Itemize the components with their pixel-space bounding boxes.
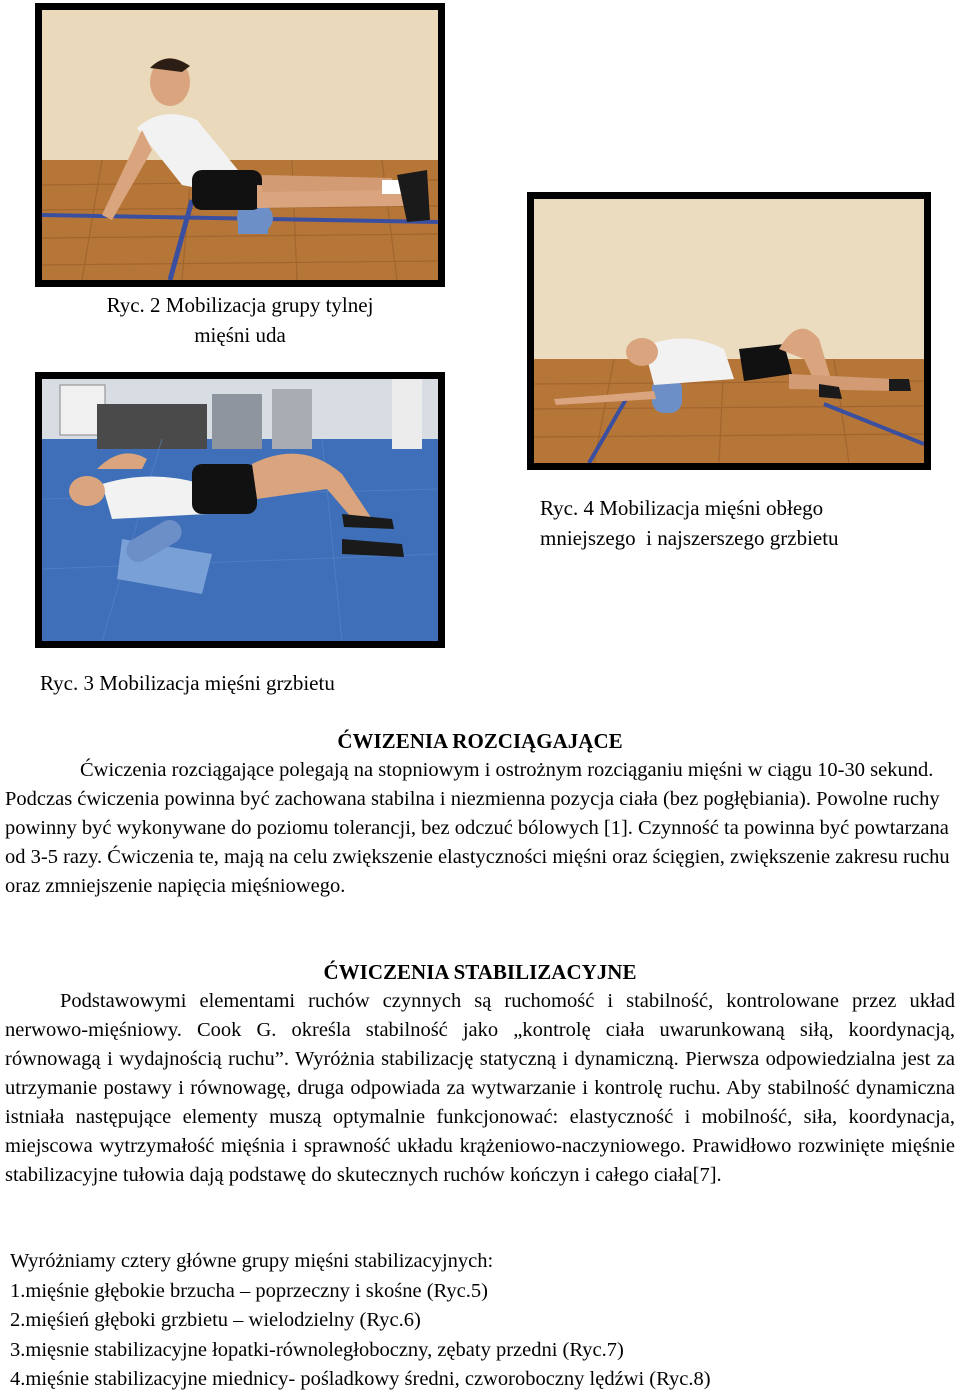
stabilization-paragraph [5, 987, 955, 1190]
figure-4-photo [527, 192, 931, 470]
stretching-paragraph [5, 756, 955, 901]
stabilization-list [10, 1247, 955, 1395]
list-item: 3.mięsnie stabilizacyjne łopatki-równoległoboczny, zębaty przedni (Ryc.7) [10, 1338, 624, 1361]
section-heading-stabilization: ĆWICZENIA STABILIZACYJNE [323, 960, 637, 984]
list-item: 2.mięśień głęboki grzbietu – wielodzielny (Ryc.6) [10, 1309, 421, 1331]
stretching-paragraph-text: Ćwiczenia rozciągające polegają na stopniowym i ostrożnym rozciąganiu mięśni w ciągu 10-30 sekund. Podczas ćwiczenia powinna być zachowana stabilna i niezmienna pozycja ciała (bez pogłębiania). Powolne ruchy powinny być wykonywane do poziomu tolerancji, bez odczuć bólowych [1]. Czynność ta powinna być powtarzana od 3-5 razy. Ćwiczenia te, mają na celu zwiększenie elastyczności mięśni oraz ścięgien, zwiększenie zakresu ruchu oraz zmniejszenie napięcia mięśniowego. [5, 759, 950, 897]
list-intro: Wyróżniamy cztery główne grupy mięśni stabilizacyjnych: [10, 1250, 494, 1272]
figure-2-caption-line-2: mięśni uda [194, 323, 286, 347]
figure-4-caption-line-2: mniejszego i najszerszego grzbietu [540, 526, 839, 550]
figure-4-caption-line-1: Ryc. 4 Mobilizacja mięśni obłego [540, 496, 824, 520]
list-item: 4.mięśnie stabilizacyjne miednicy- pośladkowy średni, czworoboczny lędźwi (Ryc.8) [10, 1368, 711, 1390]
figure-3-caption [40, 668, 460, 698]
figure-2-caption [35, 290, 445, 350]
section-heading-stretching: ĆWIZENIA ROZCIĄGAJĄCE [337, 729, 623, 753]
stabilization-paragraph-text: Podstawowymi elementami ruchów czynnych są ruchomość i stabilność, kontrolowane przez układ nerwowo-mięśniowy. Cook G. określa stabilność jako „kontrolę ciała uwarunkowaną siłą, koordynacją, równowagą i wydajnością ruchu”. Wyróżnia stabilizację statyczną i dynamiczną. Pierwsza odpowiedzialna jest za utrzymanie postawy i równowagę, druga odpowiada za wytwarzanie i kontrolę ruchu. Aby stabilność dynamiczna istniała następujące elementy muszą optymalnie funkcjonować: elastyczność i mobilność, siła, koordynacja, miejscowa wytrzymałość mięśnia i sprawność układu krążeniowo-naczyniowego. Prawidłowo rozwinięte mięśnie stabilizacyjne tułowia dają podstawę do skutecznych ruchów kończyn i całego ciała[7]. [5, 990, 955, 1186]
figure-3-caption-line: Ryc. 3 Mobilizacja mięśni grzbietu [40, 671, 335, 695]
figure-4-caption [540, 493, 955, 553]
figure-3-photo [35, 372, 445, 648]
list-item: 1.mięśnie głębokie brzucha – poprzeczny i skośne (Ryc.5) [10, 1279, 488, 1302]
figure-2-caption-line-1: Ryc. 2 Mobilizacja grupy tylnej [106, 293, 374, 317]
figure-2-photo [35, 3, 445, 287]
